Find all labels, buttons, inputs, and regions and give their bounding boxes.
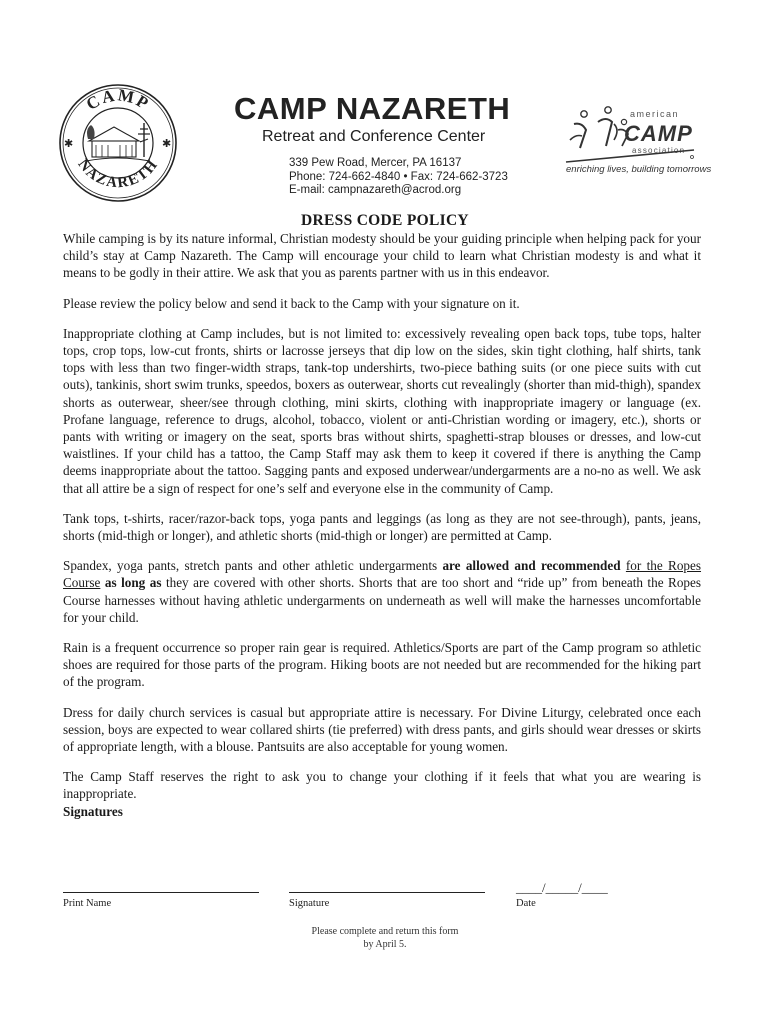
signatures-heading: Signatures [63,803,123,819]
camp-nazareth-seal-logo [58,83,178,203]
seal-bottom-text: NAZARETH [74,156,162,192]
policy-body [63,230,701,820]
svg-text:✱: ✱ [162,138,172,150]
footer-line-1: Please complete and return this form [311,926,459,937]
seal-top-text: CAMP [82,85,154,114]
svg-text:✱: ✱ [64,138,74,150]
aca-logo-text-association: association [632,146,686,155]
document-title: DRESS CODE POLICY [301,212,469,229]
org-email: E-mail: campnazareth@acrod.org [289,184,462,196]
ropes-bold-allowed: are allowed and recommended [442,558,621,574]
footer-line-2: by April 5. [363,939,407,950]
aca-logo-text-camp: CAMP [624,121,693,146]
letterhead-block [234,92,534,198]
org-name: CAMP NAZARETH [234,91,511,126]
paragraph-ropes-course [63,557,701,626]
paragraph-inappropriate-clothing: Inappropriate clothing at Camp includes, but is not limited to: excessively revealing open back tops, tube tops, halter tops, crop tops, low-cut fronts, shirts or lacrosse jerseys that dip low on the sides, skin tight clothing, half shirts, tank tops with less than two finger-width straps, tank-top undershirts, two-piece bathing suits (or one piece suits with cut outs), tankinis, short swim trunks, speedos, boxers as outerwear, shorts cut revealingly (shorter than mid-thigh), spandex shorts as outerwear, sheer/see through clothing, mini skirts, clothing with inappropriate imagery or language (ex. Profane language, reference to drugs, alcohol, tobacco, violent or anti-Christian wording or imagery, etc.), shorts or pants with writing or imagery on the seat, sports bras without shirts, spaghetti-strap blouses or dresses, and low-cut waistlines. If your child has a tattoo, the Camp Staff may ask them to keep it covered if there is anything the Camp deems inappropriate about the tattoo. Sagging pants and exposed underwear/undergarments are a no-no as well. We ask that all attire be a sign of respect for one’s self and everyone else in the community of Camp. [63,325,701,496]
paragraph-staff-rights: The Camp Staff reserves the right to ask you to change your clothing if it feels that what you are wearing is inappropriate. [63,769,701,802]
paragraph-intro: While camping is by its nature informal, Christian modesty should be your guiding principle when helping pack for your child’s stay at Camp Nazareth. The Camp will encourage your child to learn what Christian modesty is and what it means to be godly in their attire. We ask that you as parents partner with us in this endeavor. [63,231,701,281]
org-address: 339 Pew Road, Mercer, PA 16137 [289,157,462,169]
footer-note [0,925,770,951]
paragraph-rain-athletics: Rain is a frequent occurrence so proper rain gear is required. Athletics/Sports are part of the Camp program so athletic shoes are required for those parts of the program. Hiking boots are not needed but are recommended for the hiking part of the program. [63,640,701,690]
signature-line[interactable] [289,892,485,893]
signature-label: Signature [289,898,330,909]
date-label: Date [516,898,536,909]
aca-tagline: enriching lives, building tomorrows [566,164,712,175]
ropes-text-b: they are covered with other shorts. Shorts that are too short and “ride up” from beneath the Ropes Course harnesses without having athletic undergarments on underneath as well will make the harnesses uncomfortable for your child. [63,575,701,625]
paragraph-church-dress: Dress for daily church services is casual but appropriate attire is necessary. For Divine Liturgy, celebrated once each session, boys are expected to wear collared shirts (tie preferred) with dress pants, and girls should wear dresses or skirts of appropriate length, with a blouse. Pantsuits are also acceptable for young women. [63,704,701,755]
print-name-label: Print Name [63,898,112,909]
org-subtitle: Retreat and Conference Center [262,128,486,145]
svg-text:NAZARETH [74,157,161,192]
org-phone-fax: Phone: 724-662-4840 • Fax: 724-662-3723 [289,170,508,183]
aca-logo-text-american: american [630,109,680,119]
ropes-underline-course: for the Ropes Course [63,558,702,591]
ropes-text-a: Spandex, yoga pants, stretch pants and other athletic undergarments [63,558,443,574]
ropes-bold-as-long-as: as long as [100,575,162,591]
print-name-line[interactable] [63,892,259,893]
org-contact [289,157,534,198]
date-blank[interactable]: ____/_____/____ [516,880,608,895]
paragraph-permitted-clothing: Tank tops, t-shirts, racer/razor-back tops, yoga pants and leggings (as long as they are not see-through), pants, jeans, shorts (mid-thigh or longer), and athletic shorts (mid-thigh or longer) are permitted at Camp. [63,510,701,544]
paragraph-review-instruction: Please review the policy below and send it back to the Camp with your signature on it. [63,295,520,311]
